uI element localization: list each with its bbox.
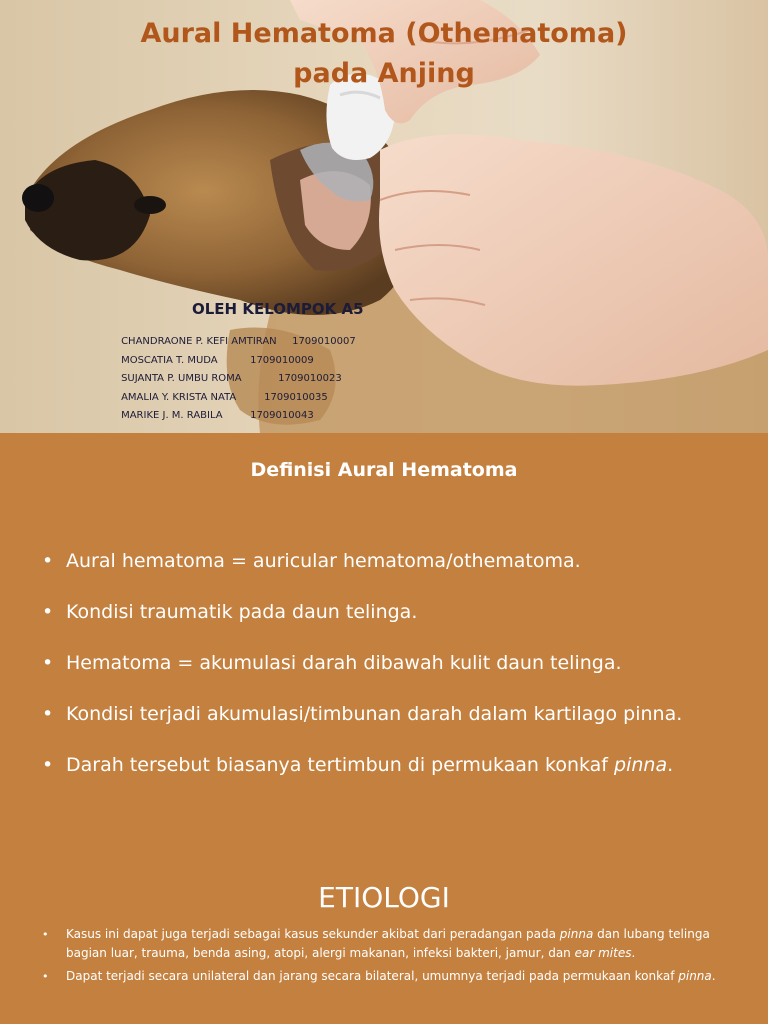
bullet-icon: • (42, 754, 54, 776)
etiology-list (42, 925, 728, 990)
title-line-2: pada Anjing (293, 58, 475, 89)
etiology-title: ETIOLOGI (318, 881, 450, 914)
member-nim: 1709010035 (264, 391, 328, 403)
member-nim: 1709010043 (250, 410, 314, 421)
bullet-icon: • (42, 550, 54, 572)
list-item (42, 691, 742, 737)
member-name: SUJANTA P. UMBU ROMA (121, 373, 242, 384)
bullet-icon: • (42, 970, 49, 983)
bullet-icon: • (42, 703, 54, 725)
member-name: AMALIA Y. KRISTA NATA (121, 391, 237, 403)
list-item (42, 742, 742, 788)
italic-term: pinna (559, 927, 594, 941)
definition-slide (0, 433, 768, 867)
etiology-slide (0, 867, 768, 1024)
list-item-text: Kasus ini dapat juga terjadi sebagai kasus sekunder akibat dari peradangan pada (66, 927, 560, 941)
slide-title (0, 14, 768, 94)
definition-title: Definisi Aural Hematoma (250, 459, 518, 481)
member-name: CHANDRAONE P. KEFI AMTIRAN (121, 336, 277, 347)
member-nim: 1709010009 (250, 354, 314, 366)
title-line-1: Aural Hematoma (Othematoma) (140, 18, 628, 49)
italic-term: pinna (614, 754, 668, 776)
team-heading: OLEH KELOMPOK A5 (192, 300, 364, 318)
title-slide (0, 0, 768, 433)
list-item-text: Kondisi terjadi akumulasi/timbunan darah dalam kartilago pinna. (66, 703, 683, 725)
list-item-end: . (667, 754, 674, 776)
member-name: MARIKE J. M. RABILA (121, 410, 223, 421)
member-list (102, 325, 356, 421)
list-item-text: Hematoma = akumulasi darah dibawah kulit daun telinga. (66, 652, 622, 674)
list-item (42, 967, 728, 986)
list-item (42, 640, 742, 686)
bullet-icon: • (42, 928, 49, 941)
member-row (102, 325, 356, 347)
list-item-text: dan lubang telinga bagian luar, trauma, benda asing, atopi, alergi makanan, infeksi bakteri, jamur, dan (66, 927, 710, 960)
member-nim: 1709010007 (292, 336, 356, 347)
list-item (42, 925, 728, 963)
italic-term: pinna (678, 969, 712, 983)
list-item-text: Darah tersebut biasanya tertimbun di permukaan konkaf (66, 754, 615, 776)
list-item-end: . (631, 946, 636, 960)
list-item-end: . (711, 969, 716, 983)
italic-term: ear mites (574, 946, 632, 960)
member-nim: 1709010023 (278, 373, 342, 384)
list-item-text: Aural hematoma = auricular hematoma/othematoma. (66, 550, 581, 572)
list-item-text: Kondisi traumatik pada daun telinga. (66, 601, 418, 623)
list-item-text: Dapat terjadi secara unilateral dan jarang secara bilateral, umumnya terjadi pada permukaan konkaf (66, 969, 679, 983)
bullet-icon: • (42, 601, 54, 623)
list-item (42, 538, 742, 584)
member-name: MOSCATIA T. MUDA (121, 354, 218, 366)
list-item (42, 589, 742, 635)
definition-list (42, 538, 742, 793)
bullet-icon: • (42, 652, 54, 674)
